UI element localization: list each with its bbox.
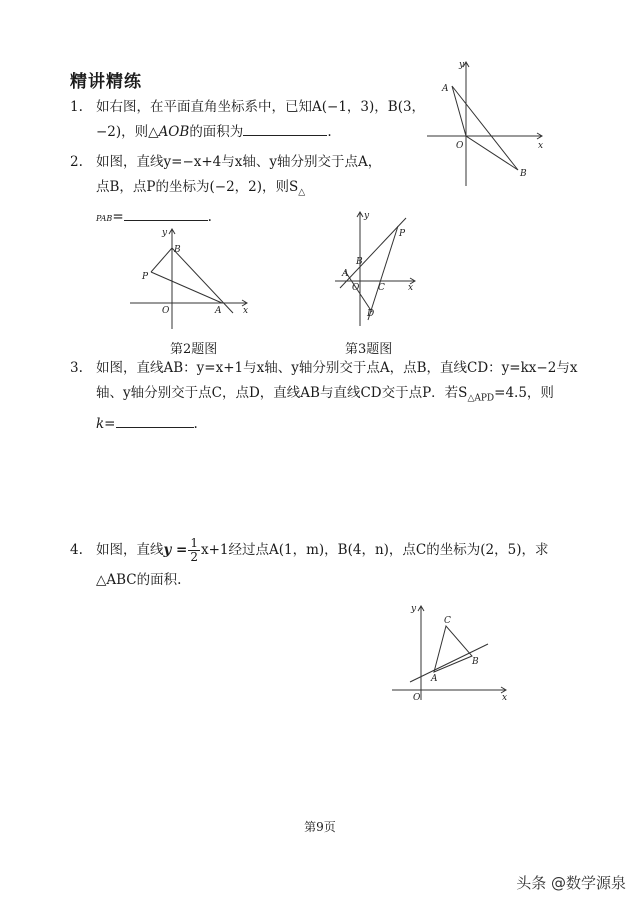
problem-4-line2: △ABC的面积. bbox=[96, 572, 182, 588]
problem-4-post: x+1经过点A(1，m)，B(4，n)，点C的坐标为(2，5)，求 bbox=[201, 542, 549, 558]
problem-3-line2: 轴、y轴分别交于点C，点D，直线AB与直线CD交于点P．若S bbox=[96, 385, 468, 401]
axis-label-y: y bbox=[411, 604, 417, 614]
triangle-label: AOB bbox=[158, 124, 190, 140]
subscript-pab: PAB bbox=[96, 213, 113, 223]
problem-1-line2: −2)，则△ bbox=[96, 124, 159, 140]
origin-label: O bbox=[162, 306, 170, 316]
point-label-a: A bbox=[442, 84, 449, 94]
problem-3-line1: 如图，直线AB：y=x+1与x轴、y轴分别交于点A，点B，直线CD：y=kx−2与x bbox=[96, 360, 578, 376]
period: . bbox=[327, 124, 332, 140]
problem-number: 4. bbox=[70, 542, 83, 558]
axis-label-x: x bbox=[538, 141, 544, 151]
problem-2-line1: 如图，直线y=−x+4与x轴、y轴分别交于点A， bbox=[96, 154, 382, 170]
subscript-apd: △APD bbox=[467, 393, 495, 404]
point-label-b: B bbox=[174, 245, 181, 255]
point-label-a: A bbox=[342, 269, 349, 279]
equation-lhs: y = bbox=[163, 542, 188, 558]
problem-number: 2. bbox=[70, 154, 83, 170]
axis-label-x: x bbox=[243, 306, 249, 316]
figure-1 bbox=[422, 58, 562, 193]
point-label-a: A bbox=[215, 306, 222, 316]
triangle-aob bbox=[452, 86, 518, 170]
point-label-c: C bbox=[444, 616, 451, 626]
section-title: 精讲精练 bbox=[70, 72, 142, 92]
problem-3-line2-tail: =4.5，则 bbox=[494, 385, 554, 401]
page-number: 第9页 bbox=[304, 820, 336, 834]
point-label-b: B bbox=[520, 169, 527, 179]
point-label-p: P bbox=[142, 272, 149, 282]
problem-number: 3. bbox=[70, 360, 83, 376]
problem-4-pre: 如图，直线 bbox=[96, 542, 164, 558]
problem-3-line3: k= bbox=[96, 415, 116, 432]
axis-label-y: y bbox=[459, 60, 465, 70]
problem-2-line2: 点B，点P的坐标为(−2，2)，则S bbox=[96, 179, 299, 195]
problem-4 bbox=[70, 535, 548, 595]
caption-fig2: 第2题图 bbox=[170, 342, 218, 357]
triangle-abc bbox=[434, 626, 472, 672]
point-label-p: P bbox=[399, 229, 406, 239]
origin-label: O bbox=[456, 141, 464, 151]
axis-label-y: y bbox=[364, 211, 370, 221]
problem-1-line2-tail: 的面积为 bbox=[189, 124, 244, 140]
origin-label: O bbox=[352, 283, 360, 293]
period: . bbox=[207, 208, 212, 225]
watermark: 头条 @数学源泉 bbox=[516, 874, 626, 892]
axis-label-y: y bbox=[162, 228, 168, 238]
fraction-one-half bbox=[188, 537, 200, 564]
point-label-b: B bbox=[472, 657, 479, 667]
answer-blank bbox=[116, 413, 194, 428]
equals: = bbox=[112, 208, 124, 225]
axis-label-x: x bbox=[502, 693, 508, 702]
figure-3 bbox=[332, 208, 422, 328]
problem-3 bbox=[70, 356, 577, 437]
point-label-b: B bbox=[356, 257, 363, 267]
problem-1 bbox=[70, 95, 425, 145]
axis-label-x: x bbox=[408, 283, 414, 293]
figure-2 bbox=[125, 225, 255, 333]
answer-blank bbox=[243, 121, 327, 136]
problem-1-line1: 如右图，在平面直角坐标系中，已知A(−1，3)，B(3， bbox=[96, 99, 426, 115]
problem-number: 1. bbox=[70, 99, 83, 115]
origin-label: O bbox=[413, 693, 421, 702]
answer-blank bbox=[124, 206, 208, 221]
figure-4 bbox=[388, 602, 516, 702]
point-label-a: A bbox=[431, 674, 438, 684]
fraction-numerator: 1 bbox=[190, 536, 198, 550]
subscript: △ bbox=[298, 187, 306, 198]
caption-fig3: 第3题图 bbox=[345, 342, 393, 357]
period: . bbox=[193, 415, 198, 432]
fraction-denominator: 2 bbox=[190, 550, 198, 564]
point-label-d: D bbox=[367, 309, 375, 319]
point-label-c: C bbox=[378, 283, 385, 293]
